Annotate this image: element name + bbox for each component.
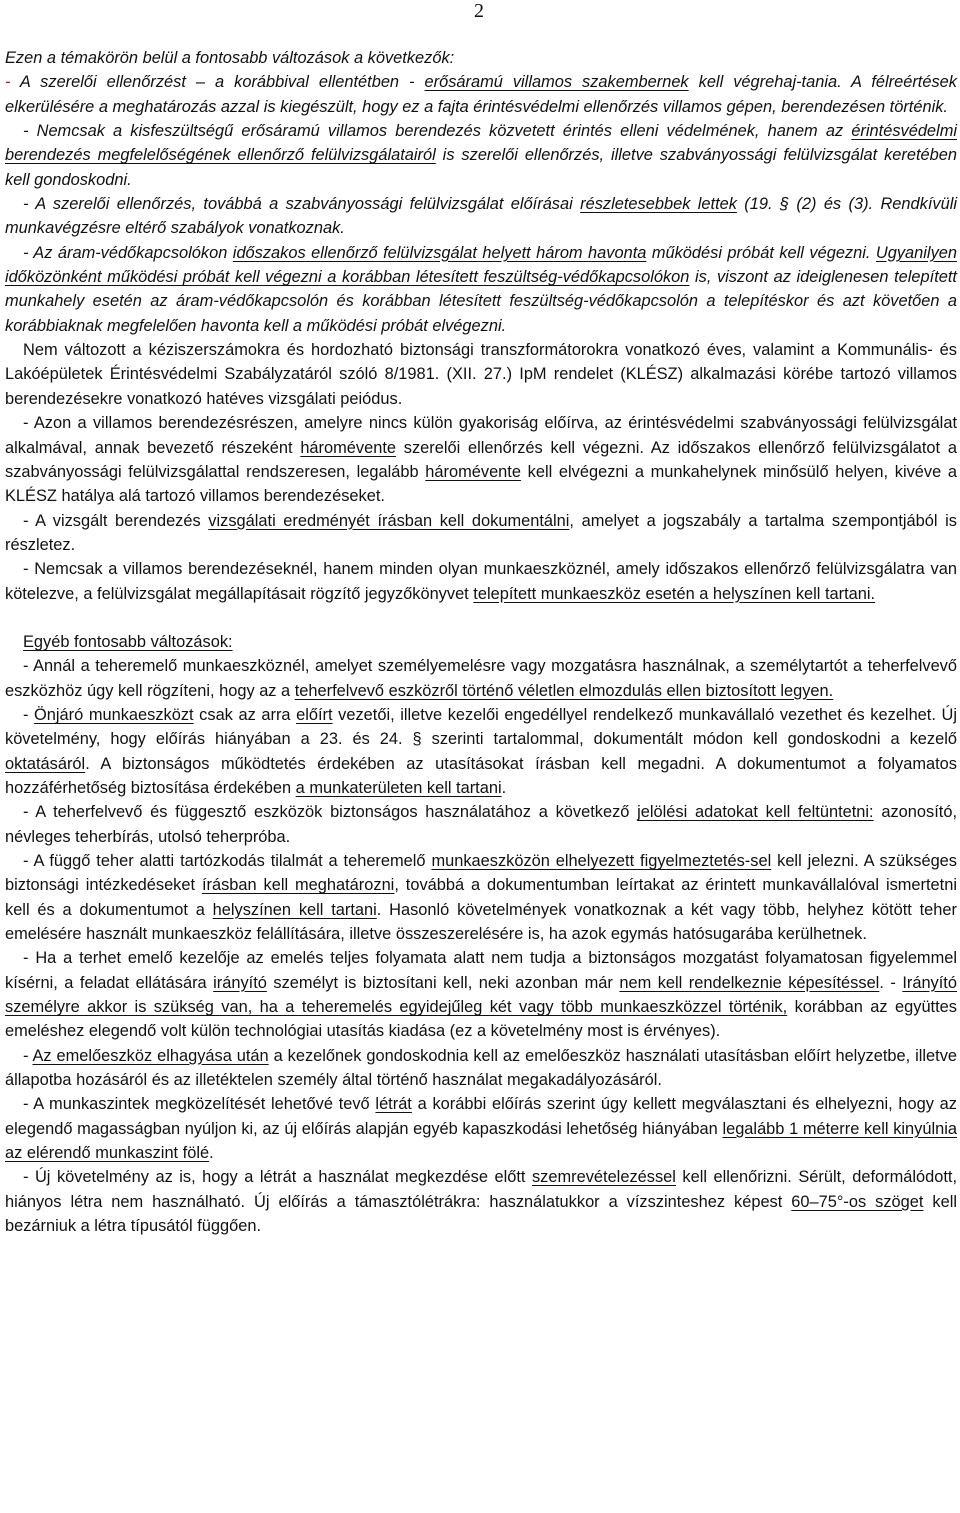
underlined-text: legalább 1 méterre kell kinyúlnia az elérendő munkaszint fölé bbox=[5, 1119, 957, 1163]
text-run: - A szerelői ellenőrzés, továbbá a szabványossági felülvizsgálat előírásai bbox=[23, 195, 581, 214]
underlined-text: telepített munkaeszköz esetén a helyszínen kell tartani. bbox=[473, 584, 876, 603]
paragraph-klesz: Nem változott a kéziszerszámokra és hordozható biztonsági transzformátorokra vonatkozó éves, valamint a Kommunális- és Lakóépületek Érintésvédelmi Szabályzatáról szóló 8/1981. (XII. 27.) IpM rendelet (KLÉSZ) alkalmazási körébe tartozó villamos berendezésekre vonatkozó hatéves vizsgálati peiódus. bbox=[5, 341, 957, 408]
underlined-text: Ugyanilyen időközönként működési próbát kell végezni a korábban létesített bbox=[5, 243, 957, 287]
text-run: - A függő teher alatti tartózkodás tilalmát a teheremelő bbox=[23, 852, 432, 870]
text-run: - Nemcsak a villamos berendezéseknél, hanem minden olyan munkaeszköznél, amely időszakos ellenőrző felülvizsgálatra van kötelezve, a felülvizsgálat megállapításait rögzítő jegyzőkönyvet bbox=[5, 560, 957, 603]
paragraph-detailed-rules bbox=[5, 192, 957, 241]
spacer bbox=[5, 606, 957, 630]
text-run: . bbox=[209, 1144, 214, 1163]
text-run: működési próbát kell végezni. bbox=[646, 243, 876, 262]
underlined-text: háromévente bbox=[300, 438, 396, 457]
paragraph-signaller bbox=[5, 946, 957, 1043]
text-run: , amelyet a jogszabály a tartalma szempontjából is részletez. bbox=[5, 511, 957, 554]
text-run: a korábbi előírás szerint úgy kellett megválasztani és elhelyezni, hogy az elegendő magasságban nyúljon ki, az új előírás alapján egyéb kapaszkodási lehetőség hiányában bbox=[5, 1095, 957, 1138]
underlined-text: nem kell rendelkeznie képesítéssel bbox=[619, 973, 880, 992]
red-dash: - bbox=[5, 73, 11, 92]
paragraph-indirect-contact bbox=[5, 119, 957, 192]
underlined-text: írásban kell meghatározni bbox=[201, 876, 395, 895]
underlined-text: teherfelvevő eszközről történő véletlen elmozdulás ellen biztosított legyen. bbox=[294, 681, 834, 700]
text-run: . A biztonságos működtetés érdekében az utasításokat írásban kell megadni. A dokumentumot a folyamatos hozzáférhetőség biztosítása érdekében bbox=[5, 754, 957, 797]
paragraph-three-yearly bbox=[5, 411, 957, 508]
document-body bbox=[5, 46, 957, 1239]
text-run: is, viszont az ideiglenesen telepített munkahely esetén az áram-védőkapcsolón és korábban létesített feszültség-védőkapcsolón a telepítéskor és azt követően a korábbiaknak megfelelően havonta kell a működési próbát elvégezni. bbox=[5, 268, 957, 335]
text-run: azonosító, névleges teherbírás, utolsó teherpróba. bbox=[5, 803, 958, 846]
paragraph-leaving-equipment bbox=[5, 1044, 957, 1093]
text-run: . bbox=[501, 778, 507, 797]
text-run: kell elvégezni a munkahelynek minősülő helyen, kivéve a KLÉSZ hatálya alá tartozó villamos berendezéseket. bbox=[5, 462, 957, 506]
text-run: személyt is biztosítani kell, neki azonban már bbox=[266, 973, 620, 992]
underlined-text: jelölési adatokat kell feltüntetni: bbox=[637, 803, 874, 822]
paragraph-suspended-load bbox=[5, 849, 957, 946]
text-run: . - bbox=[879, 973, 903, 992]
text-run: kell bezárniuk a létra típusától függően. bbox=[5, 1192, 957, 1236]
underlined-text: oktatásáról bbox=[5, 754, 86, 773]
text-run: - Annál a teheremelő munkaeszköznél, amelyet személyemelésre vagy mozgatásra használnak, a személytartót a teherfelvevő eszközhöz úgy kell rögzíteni, hogy az a bbox=[5, 657, 957, 700]
text-run: (19. § (2) és (3). Rendkívüli munkavégzésre eltérő szabályok vonatkoznak. bbox=[5, 195, 957, 238]
paragraph-work-equipment bbox=[5, 557, 957, 606]
paragraph-documentation bbox=[5, 509, 957, 558]
text-run: - bbox=[23, 1046, 33, 1065]
text-run: - Az áram-védőkapcsolókon bbox=[23, 243, 233, 262]
intro-line: Ezen a témakörön belül a fontosabb változások a következők: bbox=[5, 49, 455, 67]
text-run: - A munkaszintek megközelítését lehetővé tevő bbox=[23, 1095, 376, 1114]
text-run: vezetői, illetve kezelői engedéllyel rendelkező munkavállaló vezethet és kezelhet. Új követelmény, hogy előírás hiányában a 23. és 24. § szerinti tartalommal, dokumentált módon kell gondoskodni a kezelő bbox=[5, 705, 957, 749]
underlined-text: munkaeszközön elhelyezett figyelmeztetés-sel bbox=[431, 852, 772, 870]
text-run: - A teherfelvevő és függesztő eszközök biztonságos használatához a következő bbox=[23, 803, 638, 822]
text-run: , továbbá a dokumentumban leírtakat az érintett munkavállalóval ismertetni kell és a dokumentumot a bbox=[5, 876, 957, 919]
text-run: kell jelezni. A szükséges biztonsági intézkedéseket bbox=[5, 852, 957, 895]
text-run: szerelői ellenőrzés kell végezni. Az időszakos ellenőrző felülvizsgálatot a szabványossági felülvizsgálattal rendszeresen, legalább bbox=[5, 438, 957, 481]
paragraph-person-lift bbox=[5, 654, 957, 703]
underlined-text: feszültség-védőkapcsolókon bbox=[483, 268, 690, 287]
underlined-text: érintésvédelmi berendezés megfelelőségének ellenőrző felülvizsgálatairól bbox=[5, 122, 957, 165]
underlined-text: létrát bbox=[375, 1095, 412, 1114]
text-run: is szerelői ellenőrzés, illetve szabványossági felülvizsgálat keretében kell gondoskodni. bbox=[5, 146, 957, 189]
paragraph-self-propelled bbox=[5, 703, 957, 800]
text-run: a kezelőnek gondoskodnia kell az emelőeszköz használati utasításban előírt helyzetbe, illetve állapotba hozásáról és az illetéktelen személy által történő használat megakadályozásáról. bbox=[5, 1046, 958, 1090]
text-run: - Azon a villamos berendezésrészen, amelyre nincs külön gyakoriság előírva, az érintésvédelmi szabványossági felülvizsgálat alkalmával, annak bevezető részeként bbox=[5, 414, 957, 457]
underlined-text: időszakos ellenőrző felülvizsgálat helyett három havonta bbox=[232, 243, 647, 262]
text-run: - Ha a terhet emelő kezelője az emelés teljes folyamata alatt nem tudja a biztonságos mozgatást folyamatosan figyelemmel kísérni, a feladat ellátására bbox=[5, 949, 957, 992]
text-run: - A vizsgált berendezés bbox=[23, 511, 209, 530]
text-run: - Nemcsak a kisfeszültségű erősáramú villamos berendezés közvetett érintés elleni védelmének, hanem az bbox=[23, 122, 852, 141]
underlined-text: Az emelőeszköz elhagyása után bbox=[32, 1046, 269, 1065]
paragraph-inspector-check bbox=[5, 70, 957, 119]
section-heading: Egyéb fontosabb változások: bbox=[23, 632, 233, 651]
text-run: - bbox=[23, 705, 35, 724]
text-run: korábban az együttes emeléshez elegendő volt külön technológiai utasítás kiadása (ez a követelmény most is érvényes). bbox=[5, 998, 957, 1041]
underlined-text: vizsgálati eredményét írásban kell dokumentálni bbox=[208, 511, 570, 530]
underlined-text: Önjáró munkaeszközt bbox=[34, 705, 194, 724]
page-number: 2 bbox=[474, 0, 484, 22]
text-run: . Hasonló követelmények vonatkoznak a két vagy több, helyhez kötött teher emelésére használt munkaeszköz felállítására, illetve összeszerelésére is, ha azok egymás hatósugarába kerülhetnek. bbox=[5, 900, 957, 944]
paragraph-rcd-test bbox=[5, 241, 957, 338]
underlined-text: erősáramú villamos szakembernek bbox=[424, 73, 689, 92]
paragraph-marking-data bbox=[5, 800, 957, 849]
underlined-text: 60–75°-os szöget bbox=[791, 1192, 924, 1211]
underlined-text: a munkaterületen kell tartani bbox=[295, 778, 502, 797]
underlined-text: szemrevételezéssel bbox=[531, 1168, 676, 1187]
text-run: csak az arra bbox=[193, 705, 297, 724]
text-run: A szerelői ellenőrzést – a korábbival ellentétben - bbox=[10, 73, 425, 92]
underlined-text: részletesebbek lettek bbox=[580, 195, 737, 214]
underlined-text: helyszínen kell tartani bbox=[212, 900, 377, 919]
paragraph-ladder-height bbox=[5, 1092, 957, 1165]
underlined-text: Irányító személyre akkor is szükség van, ha a teheremelés egyidejűleg két vagy több munkaeszközzel történik, bbox=[5, 973, 957, 1017]
text-run: kell ellenőrizni. Sérült, deformálódott, hiányos létra nem használható. Új előírás a támasztólétrákra: használatukkor a vízszinteshez képest bbox=[5, 1168, 958, 1211]
text-run: kell végrehaj-tania. A félreértések elkerülésére a meghatározás azzal is kiegészült, hogy ez a fajta érintésvédelmi ellenőrzés villamos gépen, berendezésen történik. bbox=[5, 73, 957, 116]
underlined-text: irányító bbox=[213, 973, 267, 992]
text-run: - Új követelmény az is, hogy a létrát a használat megkezdése előtt bbox=[23, 1168, 532, 1187]
underlined-text: háromévente bbox=[425, 462, 521, 481]
paragraph-ladder-inspection bbox=[5, 1165, 957, 1238]
underlined-text: előírt bbox=[296, 705, 333, 724]
